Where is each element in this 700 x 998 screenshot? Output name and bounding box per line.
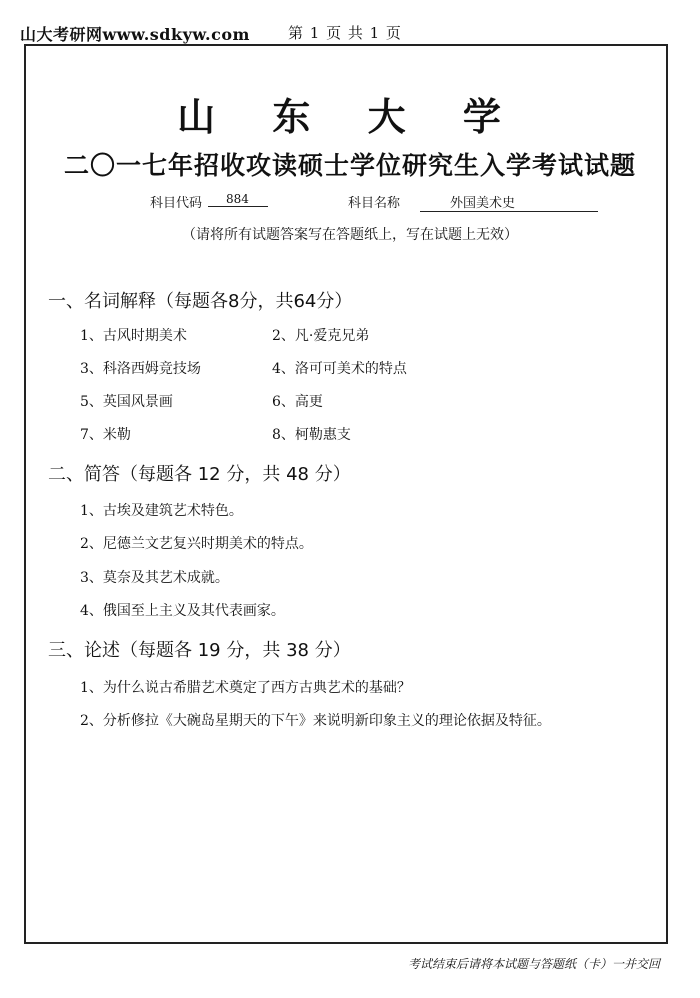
term-item: 8、柯勒惠支 <box>272 427 351 443</box>
term-item: 2、凡·爱克兄弟 <box>272 328 370 344</box>
footer-note: 考试结束后请将本试题与答题纸（卡）一并交回 <box>407 957 660 971</box>
section-1-heading: 一、名词解释（每题各8分，共64分） <box>48 291 353 312</box>
page-indicator: 第 1 页 共 1 页 <box>288 24 402 42</box>
term-item: 3、科洛西姆竞技场 <box>80 361 201 377</box>
university-name: 山 东 大 学 <box>177 94 523 139</box>
answer-instruction: （请将所有试题答案写在答题纸上，写在试题上无效） <box>182 227 518 243</box>
site-watermark: 山大考研网www.sdkyw.com <box>20 25 250 44</box>
subject-name-label: 科目名称 <box>348 196 401 211</box>
section-3-heading: 三、论述（每题各 19 分，共 38 分） <box>48 640 351 661</box>
question-item: 1、为什么说古希腊艺术奠定了西方古典艺术的基础？ <box>80 680 411 696</box>
term-item: 5、英国风景画 <box>80 394 173 410</box>
question-item: 2、分析修拉《大碗岛星期天的下午》来说明新印象主义的理论依据及特征。 <box>80 713 551 729</box>
question-item: 2、尼德兰文艺复兴时期美术的特点。 <box>80 536 313 552</box>
term-item: 4、洛可可美术的特点 <box>272 361 407 377</box>
subject-name: 外国美术史 <box>420 192 598 212</box>
question-item: 4、俄国至上主义及其代表画家。 <box>80 603 285 619</box>
section-2-heading: 二、简答（每题各 12 分，共 48 分） <box>48 464 351 485</box>
subject-code: 884 <box>208 192 268 207</box>
term-item: 7、米勒 <box>80 427 131 443</box>
question-item: 3、莫奈及其艺术成就。 <box>80 570 229 586</box>
term-item: 6、高更 <box>272 394 323 410</box>
exam-title: 二〇一七年招收攻读硕士学位研究生入学考试试题 <box>63 151 636 180</box>
subject-code-label: 科目代码 <box>150 196 203 211</box>
term-item: 1、古风时期美术 <box>80 328 187 344</box>
question-item: 1、古埃及建筑艺术特色。 <box>80 503 243 519</box>
